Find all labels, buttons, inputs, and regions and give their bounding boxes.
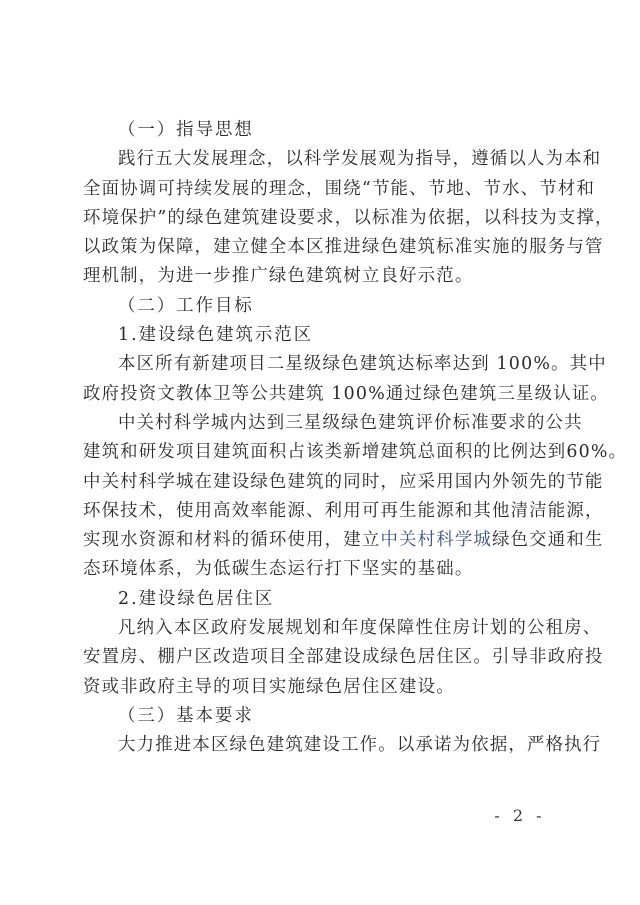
paragraph-line: 资或非政府主导的项目实施绿色居住区建设。	[83, 676, 455, 697]
paragraph-line: 理机制，为进一步推广绿色建筑树立良好示范。	[83, 266, 474, 287]
document-page	[83, 116, 628, 761]
paragraph-line: 全面协调可持续发展的理念，围绕“节能、节地、节水、节材和	[83, 178, 596, 199]
paragraph-line: 环保技术，使用高效率能源、利用可再生能源和其他清洁能源，	[83, 500, 604, 521]
paragraph-text: 绿色交通和生	[492, 530, 604, 551]
section-heading: （一）指导思想	[118, 120, 254, 140]
paragraph-line: 中关村科学城在建设绿色建筑的同时，应采用国内外领先的节能	[83, 471, 604, 492]
paragraph-line: 践行五大发展理念，以科学发展观为指导，遵循以人为本和	[118, 149, 602, 170]
subsection-title: 1.建设绿色建筑示范区	[118, 325, 314, 346]
paragraph-line: 大力推进本区绿色建筑建设工作。以承诺为依据，严格执行	[118, 735, 602, 756]
subsection-title: 2.建设绿色居住区	[118, 588, 275, 609]
paragraph-line: 建筑和研发项目建筑面积占该类新增建筑总面积的比例达到60%。	[83, 442, 628, 463]
highlighted-text: 中关村科学城	[380, 530, 492, 551]
paragraph-line: 本区所有新建项目二星级绿色建筑达标率达到 100%。其中	[118, 354, 607, 375]
section-heading: （二）工作目标	[118, 295, 254, 316]
paragraph-line: 凡纳入本区政府发展规划和年度保障性住房计划的公租房、	[118, 618, 602, 639]
paragraph-line: 环境保护”的绿色建筑建设要求，以标准为依据，以科技为支撑，	[83, 207, 614, 228]
paragraph-line: 态环境体系，为低碳生态运行打下坚实的基础。	[83, 559, 474, 580]
section-heading: （三）基本要求	[118, 705, 254, 726]
paragraph-line: 中关村科学城内达到三星级绿色建筑评价标准要求的公共	[118, 412, 583, 433]
page-number: - 2 -	[494, 806, 546, 825]
paragraph-line: 以政策为保障，建立健全本区推进绿色建筑标准实施的服务与管	[83, 237, 604, 258]
paragraph-line: 安置房、棚户区改造项目全部建设成绿色居住区。引导非政府投	[83, 647, 604, 668]
paragraph-line	[83, 526, 604, 555]
paragraph-text: 实现水资源和材料的循环使用，建立	[83, 530, 381, 551]
paragraph-line: 政府投资文教体卫等公共建筑 100%通过绿色建筑三星级认证。	[83, 383, 610, 404]
